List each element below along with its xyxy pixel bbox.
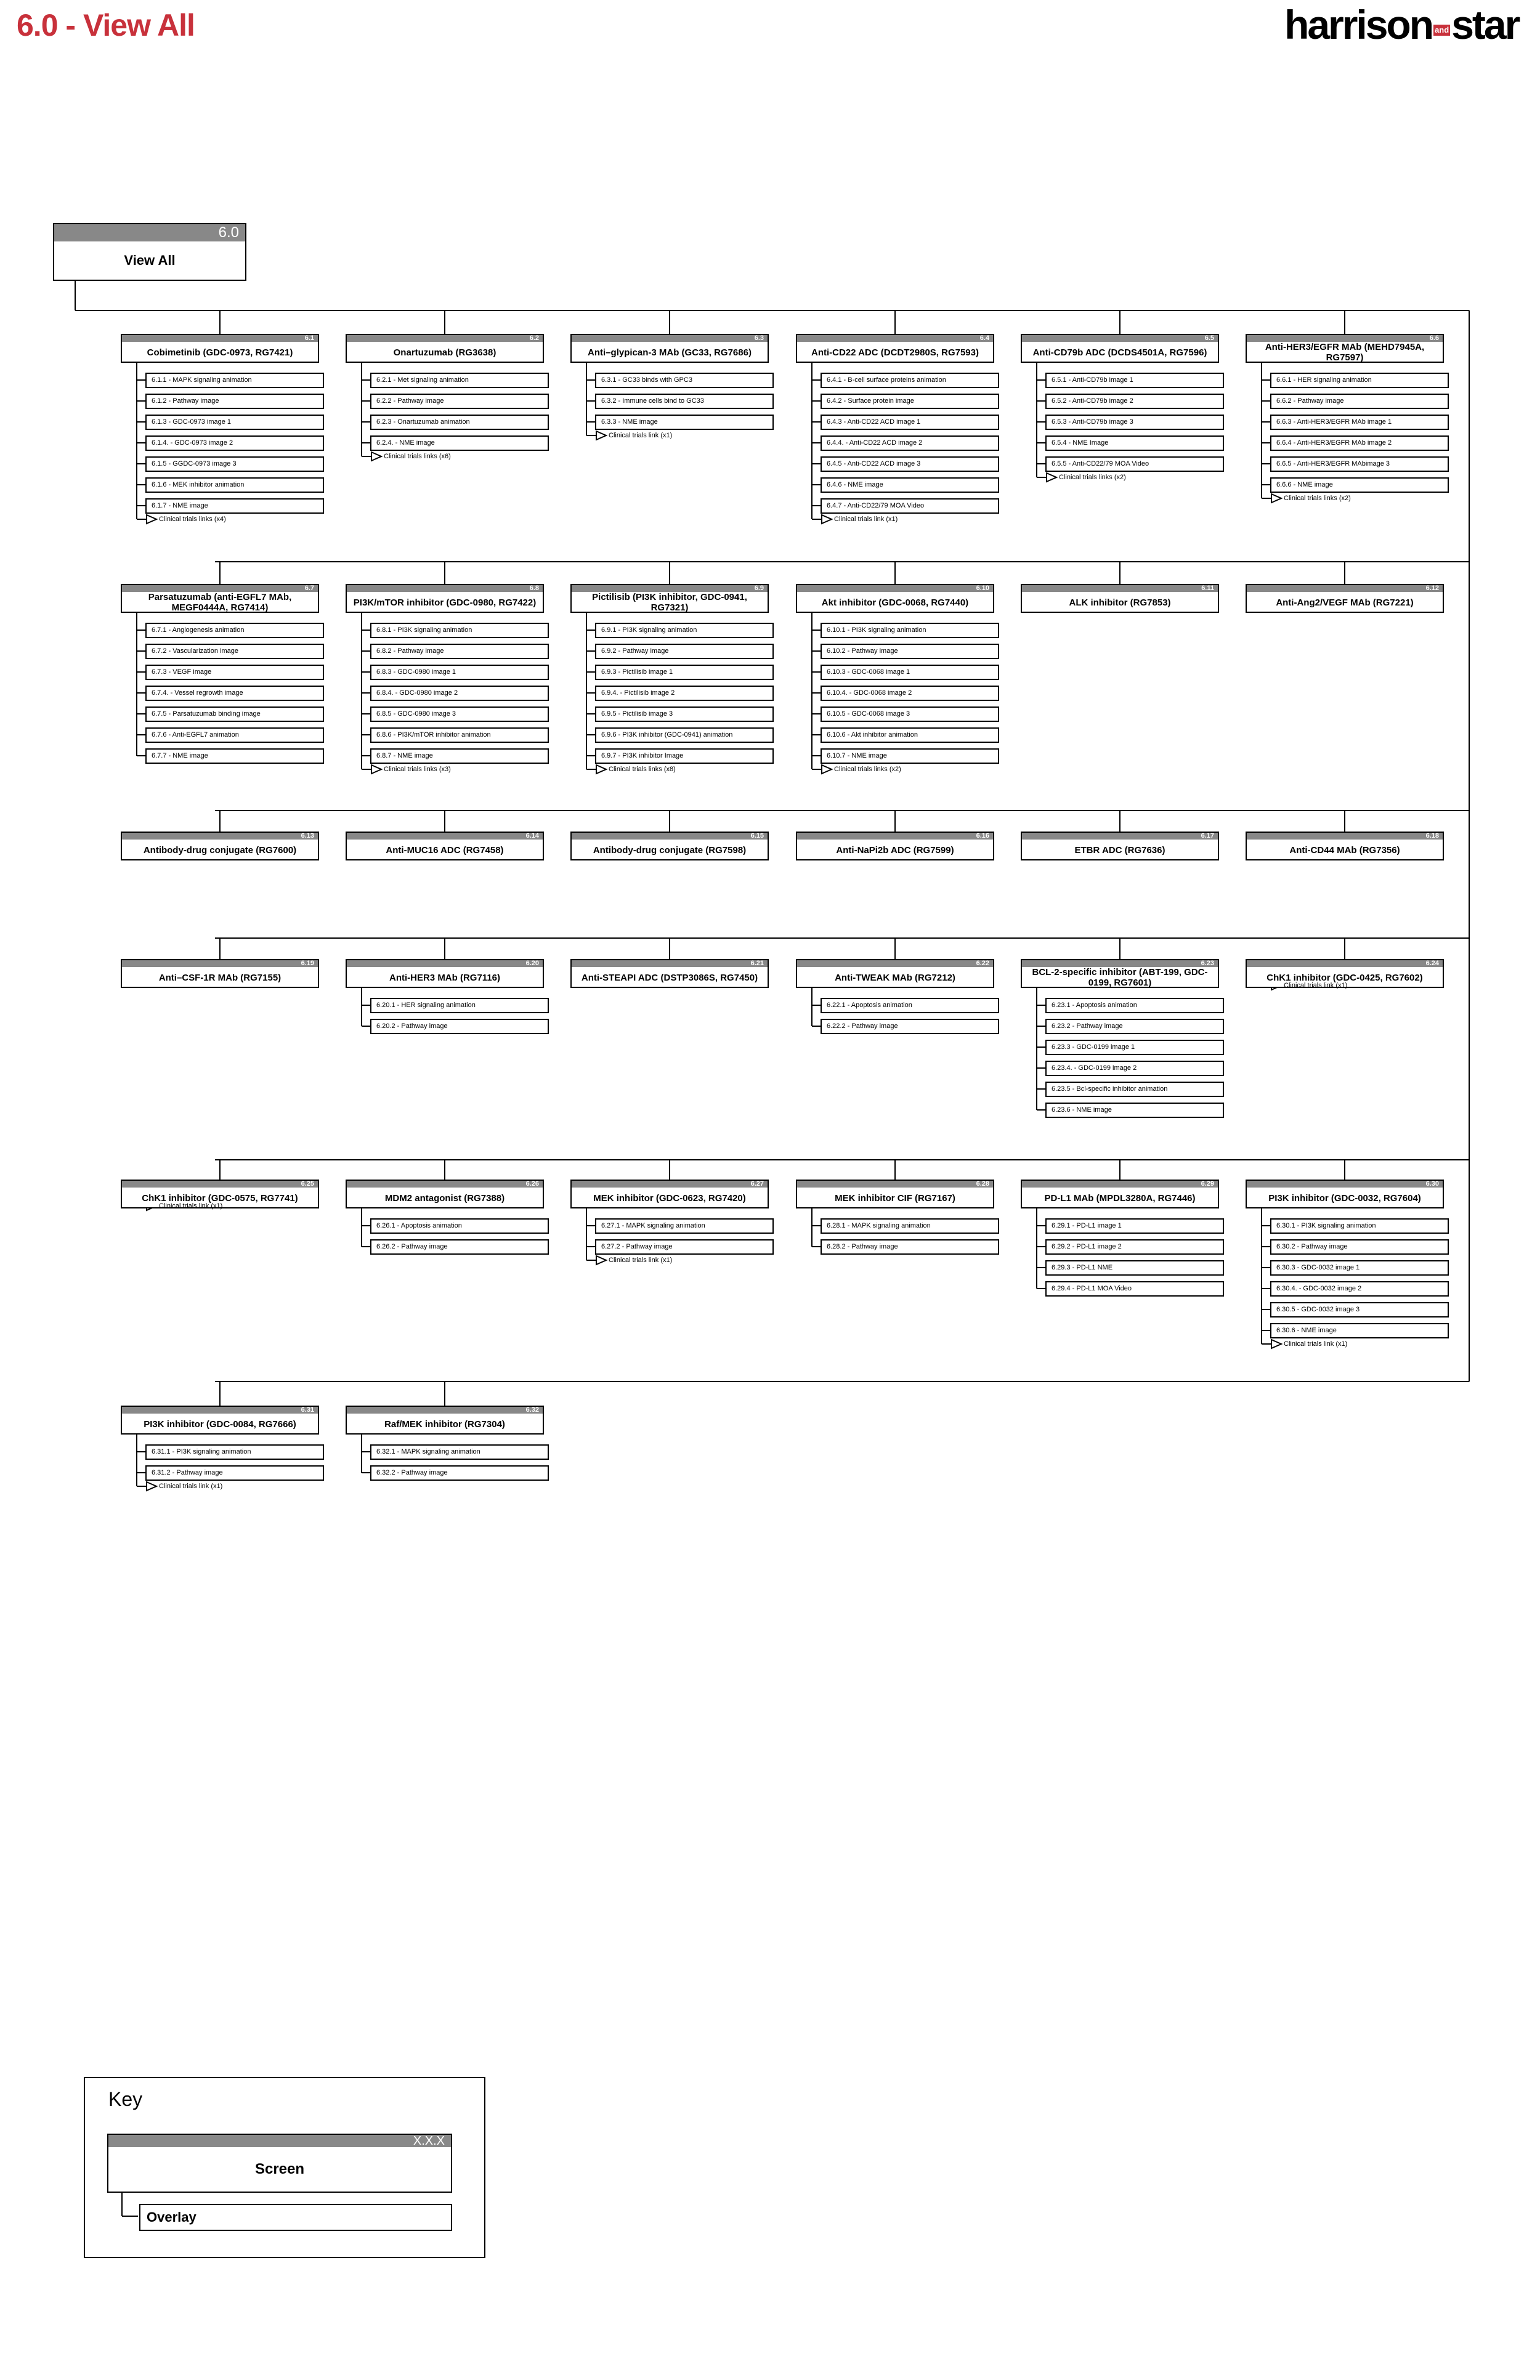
overlay-item[interactable]: 6.3.2 - Immune cells bind to GC33: [595, 394, 774, 409]
screen-node-id: 6.9: [572, 585, 768, 592]
screen-node[interactable]: [1246, 334, 1444, 363]
screen-node-title: ETBR ADC (RG7636): [1074, 844, 1165, 856]
screen-node[interactable]: [796, 832, 994, 860]
clinical-trials-link[interactable]: Clinical trials link (x1): [609, 1257, 673, 1264]
overlay-item[interactable]: 6.9.6 - PI3K inhibitor (GDC-0941) animation: [595, 727, 774, 743]
page-title: 6.0 - View All: [17, 8, 195, 42]
screen-node-id: 6.31: [122, 1407, 318, 1414]
clinical-trials-link[interactable]: Clinical trials link (x1): [1284, 1340, 1348, 1348]
screen-node[interactable]: [1021, 959, 1219, 988]
overlay-item[interactable]: 6.28.1 - MAPK signaling animation: [821, 1218, 999, 1234]
key-screen-id: X.X.X: [108, 2135, 451, 2147]
overlay-item[interactable]: 6.4.6 - NME image: [821, 477, 999, 493]
screen-node-id: 6.26: [347, 1181, 543, 1188]
overlay-item[interactable]: 6.4.3 - Anti-CD22 ACD image 1: [821, 415, 999, 430]
screen-node[interactable]: [121, 1406, 319, 1435]
screen-node-id: 6.4: [797, 335, 993, 342]
clinical-trials-link[interactable]: Clinical trials links (x4): [159, 516, 226, 523]
screen-node[interactable]: [796, 584, 994, 613]
arrow-icon: [596, 765, 606, 774]
screen-node-title: PI3K/mTOR inhibitor (GDC-0980, RG7422): [353, 597, 537, 608]
overlay-item[interactable]: 6.7.7 - NME image: [145, 748, 324, 764]
legend-key: [84, 2077, 485, 2258]
overlay-item[interactable]: 6.31.1 - PI3K signaling animation: [145, 1444, 324, 1460]
overlay-item[interactable]: 6.9.3 - Pictilisib image 1: [595, 665, 774, 680]
overlay-item[interactable]: 6.5.4 - NME Image: [1045, 435, 1224, 451]
overlay-item[interactable]: 6.23.4. - GDC-0199 image 2: [1045, 1061, 1224, 1076]
overlay-item[interactable]: 6.29.1 - PD-L1 image 1: [1045, 1218, 1224, 1234]
arrow-icon: [1271, 1340, 1281, 1348]
screen-node[interactable]: [570, 334, 769, 363]
screen-node-title: Anti-HER3 MAb (RG7116): [389, 972, 501, 983]
overlay-item[interactable]: 6.10.6 - Akt inhibitor animation: [821, 727, 999, 743]
screen-node-id: 6.11: [1022, 585, 1218, 592]
overlay-item[interactable]: 6.30.3 - GDC-0032 image 1: [1270, 1260, 1449, 1276]
overlay-item[interactable]: 6.4.4. - Anti-CD22 ACD image 2: [821, 435, 999, 451]
screen-node-id: 6.24: [1247, 960, 1443, 967]
screen-node-id: 6.7: [122, 585, 318, 592]
screen-node-id: 6.27: [572, 1181, 768, 1188]
overlay-item[interactable]: 6.8.5 - GDC-0980 image 3: [370, 706, 549, 722]
clinical-trials-link[interactable]: Clinical trials links (x2): [1059, 474, 1126, 481]
screen-node[interactable]: [346, 832, 544, 860]
screen-node-id: 6.29: [1022, 1181, 1218, 1188]
screen-node[interactable]: [796, 334, 994, 363]
screen-node-id: 6.30: [1247, 1181, 1443, 1188]
overlay-item[interactable]: 6.7.6 - Anti-EGFL7 animation: [145, 727, 324, 743]
screen-node-title: PI3K inhibitor (GDC-0032, RG7604): [1268, 1192, 1421, 1204]
screen-node[interactable]: [121, 832, 319, 860]
overlay-item[interactable]: 6.6.3 - Anti-HER3/EGFR MAb image 1: [1270, 415, 1449, 430]
screen-node[interactable]: [121, 584, 319, 613]
screen-node-id: 6.32: [347, 1407, 543, 1414]
overlay-item[interactable]: 6.9.7 - PI3K inhibitor Image: [595, 748, 774, 764]
overlay-item[interactable]: 6.30.1 - PI3K signaling animation: [1270, 1218, 1449, 1234]
overlay-item[interactable]: 6.10.2 - Pathway image: [821, 644, 999, 659]
overlay-item[interactable]: 6.2.4. - NME image: [370, 435, 549, 451]
screen-node-id: 6.25: [122, 1181, 318, 1188]
overlay-item[interactable]: 6.8.4. - GDC-0980 image 2: [370, 686, 549, 701]
screen-node-title: Anti-CD22 ADC (DCDT2980S, RG7593): [811, 347, 979, 358]
screen-node-title: Anti-HER3/EGFR MAb (MEHD7945A, RG7597): [1265, 342, 1425, 363]
screen-node-title: Akt inhibitor (GDC-0068, RG7440): [821, 597, 969, 608]
overlay-item[interactable]: 6.1.3 - GDC-0973 image 1: [145, 415, 324, 430]
overlay-item[interactable]: 6.10.5 - GDC-0068 image 3: [821, 706, 999, 722]
arrow-icon: [822, 765, 832, 774]
screen-node-id: 6.8: [347, 585, 543, 592]
screen-node-title: Cobimetinib (GDC-0973, RG7421): [147, 347, 293, 358]
overlay-item[interactable]: 6.22.2 - Pathway image: [821, 1019, 999, 1034]
arrow-icon: [371, 452, 381, 461]
screen-node[interactable]: [570, 1180, 769, 1208]
overlay-item[interactable]: 6.4.7 - Anti-CD22/79 MOA Video: [821, 498, 999, 514]
overlay-item[interactable]: 6.20.1 - HER signaling animation: [370, 998, 549, 1013]
screen-node-title: Pictilisib (PI3K inhibitor, GDC-0941, RG7321): [592, 592, 747, 613]
screen-node[interactable]: [346, 959, 544, 988]
overlay-item[interactable]: 6.30.2 - Pathway image: [1270, 1239, 1449, 1255]
root-screen-view-all[interactable]: [53, 223, 246, 281]
screen-node-id: 6.12: [1247, 585, 1443, 592]
screen-node[interactable]: [1246, 584, 1444, 613]
screen-node[interactable]: [346, 334, 544, 363]
overlay-item[interactable]: 6.27.1 - MAPK signaling animation: [595, 1218, 774, 1234]
overlay-item[interactable]: 6.1.6 - MEK inhibitor animation: [145, 477, 324, 493]
overlay-item[interactable]: 6.9.5 - Pictilisib image 3: [595, 706, 774, 722]
overlay-item[interactable]: 6.31.2 - Pathway image: [145, 1465, 324, 1481]
overlay-item[interactable]: 6.1.2 - Pathway image: [145, 394, 324, 409]
screen-node[interactable]: [346, 584, 544, 613]
screen-node-title: ChK1 inhibitor (GDC-0425, RG7602): [1266, 972, 1423, 983]
overlay-item[interactable]: 6.26.2 - Pathway image: [370, 1239, 549, 1255]
overlay-item[interactable]: 6.5.1 - Anti-CD79b image 1: [1045, 373, 1224, 388]
screen-node[interactable]: [121, 334, 319, 363]
overlay-item[interactable]: 6.10.3 - GDC-0068 image 1: [821, 665, 999, 680]
overlay-item[interactable]: 6.6.2 - Pathway image: [1270, 394, 1449, 409]
overlay-item[interactable]: 6.20.2 - Pathway image: [370, 1019, 549, 1034]
overlay-item[interactable]: 6.30.4. - GDC-0032 image 2: [1270, 1281, 1449, 1297]
screen-node-id: 6.14: [347, 833, 543, 840]
screen-node-id: 6.6: [1247, 335, 1443, 342]
screen-node-title: ChK1 inhibitor (GDC-0575, RG7741): [142, 1192, 298, 1204]
overlay-item[interactable]: 6.3.3 - NME image: [595, 415, 774, 430]
overlay-item[interactable]: 6.29.2 - PD-L1 image 2: [1045, 1239, 1224, 1255]
screen-node-id: 6.2: [347, 335, 543, 342]
screen-node-id: 6.16: [797, 833, 993, 840]
clinical-trials-link[interactable]: Clinical trials links (x2): [1284, 495, 1351, 502]
clinical-trials-link[interactable]: Clinical trials link (x1): [159, 1202, 223, 1210]
clinical-trials-link[interactable]: Clinical trials link (x1): [834, 516, 898, 523]
screen-node-title: ALK inhibitor (RG7853): [1069, 597, 1171, 608]
overlay-item[interactable]: 6.1.7 - NME image: [145, 498, 324, 514]
screen-node-title: MEK inhibitor CIF (RG7167): [835, 1192, 955, 1204]
overlay-item[interactable]: 6.7.2 - Vascularization image: [145, 644, 324, 659]
screen-node-title: PD-L1 MAb (MPDL3280A, RG7446): [1044, 1192, 1196, 1204]
overlay-item[interactable]: 6.8.7 - NME image: [370, 748, 549, 764]
logo-text-and: and: [1435, 25, 1449, 34]
screen-node[interactable]: [796, 959, 994, 988]
logo-text-star: star: [1451, 2, 1519, 47]
screen-node[interactable]: [570, 959, 769, 988]
screen-node[interactable]: [346, 1406, 544, 1435]
arrow-icon: [822, 515, 832, 524]
overlay-item[interactable]: 6.23.1 - Apoptosis animation: [1045, 998, 1224, 1013]
screen-node-title: Onartuzumab (RG3638): [393, 347, 496, 358]
screen-node-title: Antibody-drug conjugate (RG7598): [593, 844, 747, 856]
overlay-item[interactable]: 6.23.3 - GDC-0199 image 1: [1045, 1040, 1224, 1055]
clinical-trials-link[interactable]: Clinical trials link (x1): [1284, 982, 1348, 989]
arrow-icon: [147, 1482, 156, 1491]
key-screen-label: Screen: [254, 2161, 305, 2177]
overlay-item[interactable]: 6.6.5 - Anti-HER3/EGFR MAbimage 3: [1270, 456, 1449, 472]
overlay-item[interactable]: 6.26.1 - Apoptosis animation: [370, 1218, 549, 1234]
overlay-item[interactable]: 6.10.7 - NME image: [821, 748, 999, 764]
overlay-item[interactable]: 6.4.2 - Surface protein image: [821, 394, 999, 409]
overlay-item[interactable]: 6.7.5 - Parsatuzumab binding image: [145, 706, 324, 722]
overlay-item[interactable]: 6.2.1 - Met signaling animation: [370, 373, 549, 388]
overlay-item[interactable]: 6.8.6 - PI3K/mTOR inhibitor animation: [370, 727, 549, 743]
overlay-item[interactable]: 6.29.3 - PD-L1 NME: [1045, 1260, 1224, 1276]
overlay-item[interactable]: 6.2.3 - Onartuzumab animation: [370, 415, 549, 430]
screen-node-id: 6.28: [797, 1181, 993, 1188]
overlay-item[interactable]: 6.2.2 - Pathway image: [370, 394, 549, 409]
overlay-item[interactable]: 6.32.2 - Pathway image: [370, 1465, 549, 1481]
overlay-item[interactable]: 6.30.5 - GDC-0032 image 3: [1270, 1302, 1449, 1318]
overlay-item[interactable]: 6.28.2 - Pathway image: [821, 1239, 999, 1255]
screen-node-id: 6.10: [797, 585, 993, 592]
screen-node-id: 6.1: [122, 335, 318, 342]
overlay-item[interactable]: 6.32.1 - MAPK signaling animation: [370, 1444, 549, 1460]
overlay-item[interactable]: 6.8.1 - PI3K signaling animation: [370, 623, 549, 638]
screen-node-title: MDM2 antagonist (RG7388): [384, 1192, 505, 1204]
screen-node-id: 6.18: [1247, 833, 1443, 840]
arrow-icon: [596, 1256, 606, 1265]
screen-node-title: Anti-TWEAK MAb (RG7212): [835, 972, 955, 983]
screen-node-title: Anti-MUC16 ADC (RG7458): [386, 844, 504, 856]
screen-node[interactable]: [1021, 832, 1219, 860]
arrow-icon: [147, 515, 156, 524]
screen-node-id: 6.22: [797, 960, 993, 967]
overlay-item[interactable]: 6.6.4 - Anti-HER3/EGFR MAb image 2: [1270, 435, 1449, 451]
overlay-item[interactable]: 6.9.4. - Pictilisib image 2: [595, 686, 774, 701]
overlay-item[interactable]: 6.23.6 - NME image: [1045, 1103, 1224, 1118]
clinical-trials-link[interactable]: Clinical trials link (x1): [159, 1483, 223, 1490]
overlay-item[interactable]: 6.30.6 - NME image: [1270, 1323, 1449, 1338]
screen-node[interactable]: [1246, 832, 1444, 860]
screen-node-title: Anti-STEAPI ADC (DSTP3086S, RG7450): [581, 972, 758, 983]
screen-node-id: 6.23: [1022, 960, 1218, 967]
overlay-item[interactable]: 6.27.2 - Pathway image: [595, 1239, 774, 1255]
key-title: Key: [108, 2088, 143, 2110]
screen-node-title: Raf/MEK inhibitor (RG7304): [384, 1419, 505, 1430]
arrow-icon: [371, 765, 381, 774]
overlay-item[interactable]: 6.1.5 - GGDC-0973 image 3: [145, 456, 324, 472]
screen-node-title: BCL-2-specific inhibitor (ABT-199, GDC-0199, RG7601): [1032, 967, 1208, 988]
screen-node-title: Anti–glypican-3 MAb (GC33, RG7686): [588, 347, 752, 358]
screen-node-id: 6.21: [572, 960, 768, 967]
screen-node[interactable]: [346, 1180, 544, 1208]
overlay-item[interactable]: 6.8.2 - Pathway image: [370, 644, 549, 659]
overlay-item[interactable]: 6.6.6 - NME image: [1270, 477, 1449, 493]
overlay-item[interactable]: 6.1.4. - GDC-0973 image 2: [145, 435, 324, 451]
screen-node-title: Anti-NaPi2b ADC (RG7599): [836, 844, 954, 856]
overlay-item[interactable]: 6.3.1 - GC33 binds with GPC3: [595, 373, 774, 388]
screen-node-id: 6.20: [347, 960, 543, 967]
arrow-icon: [596, 431, 606, 440]
clinical-trials-link[interactable]: Clinical trials links (x2): [834, 766, 901, 773]
logo-text-harrison: harrison: [1284, 2, 1433, 47]
screen-node[interactable]: [570, 584, 769, 613]
screen-node-id: 6.13: [122, 833, 318, 840]
screen-node[interactable]: [570, 832, 769, 860]
screen-node[interactable]: [1021, 584, 1219, 613]
key-screen-sample: [107, 2134, 452, 2193]
clinical-trials-link[interactable]: Clinical trials links (x6): [384, 453, 451, 460]
screen-node-title: Anti-Ang2/VEGF MAb (RG7221): [1276, 597, 1414, 608]
screen-node-title: Antibody-drug conjugate (RG7600): [143, 844, 297, 856]
screen-node[interactable]: [1021, 334, 1219, 363]
screen-node-title: Anti-CD79b ADC (DCDS4501A, RG7596): [1032, 347, 1207, 358]
overlay-item[interactable]: 6.7.4. - Vessel regrowth image: [145, 686, 324, 701]
screen-node-id: 6.5: [1022, 335, 1218, 342]
root-screen-id: 6.0: [54, 224, 245, 241]
overlay-item[interactable]: 6.7.1 - Angiogenesis animation: [145, 623, 324, 638]
overlay-item[interactable]: 6.8.3 - GDC-0980 image 1: [370, 665, 549, 680]
overlay-item[interactable]: 6.9.1 - PI3K signaling animation: [595, 623, 774, 638]
overlay-item[interactable]: 6.9.2 - Pathway image: [595, 644, 774, 659]
screen-node-title: MEK inhibitor (GDC-0623, RG7420): [593, 1192, 746, 1204]
clinical-trials-link[interactable]: Clinical trials links (x3): [384, 766, 451, 773]
screen-node-title: Anti–CSF-1R MAb (RG7155): [158, 972, 282, 983]
overlay-item[interactable]: 6.10.4. - GDC-0068 image 2: [821, 686, 999, 701]
screen-node[interactable]: [796, 1180, 994, 1208]
screen-node-id: 6.3: [572, 335, 768, 342]
clinical-trials-link[interactable]: Clinical trials link (x1): [609, 432, 673, 439]
arrow-icon: [1271, 494, 1281, 503]
overlay-item[interactable]: 6.6.1 - HER signaling animation: [1270, 373, 1449, 388]
screen-node-title: PI3K inhibitor (GDC-0084, RG7666): [144, 1419, 296, 1430]
overlay-item[interactable]: 6.5.3 - Anti-CD79b image 3: [1045, 415, 1224, 430]
screen-node[interactable]: [1021, 1180, 1219, 1208]
overlay-item[interactable]: 6.5.2 - Anti-CD79b image 2: [1045, 394, 1224, 409]
screen-node-id: 6.17: [1022, 833, 1218, 840]
arrow-icon: [1047, 473, 1056, 482]
screen-node-title: Parsatuzumab (anti-EGFL7 MAb, MEGF0444A, RG7414): [148, 592, 292, 613]
overlay-item[interactable]: 6.4.1 - B-cell surface proteins animation: [821, 373, 999, 388]
overlay-item[interactable]: 6.23.2 - Pathway image: [1045, 1019, 1224, 1034]
key-overlay-sample: Overlay: [139, 2204, 452, 2231]
overlay-item[interactable]: 6.23.5 - Bcl-specific inhibitor animation: [1045, 1082, 1224, 1097]
root-screen-title: View All: [124, 253, 176, 268]
screen-node-id: 6.19: [122, 960, 318, 967]
overlay-item[interactable]: 6.10.1 - PI3K signaling animation: [821, 623, 999, 638]
screen-node[interactable]: [121, 959, 319, 988]
overlay-item[interactable]: 6.29.4 - PD-L1 MOA Video: [1045, 1281, 1224, 1297]
overlay-item[interactable]: 6.4.5 - Anti-CD22 ACD image 3: [821, 456, 999, 472]
overlay-item[interactable]: 6.1.1 - MAPK signaling animation: [145, 373, 324, 388]
overlay-item[interactable]: 6.5.5 - Anti-CD22/79 MOA Video: [1045, 456, 1224, 472]
overlay-item[interactable]: 6.22.1 - Apoptosis animation: [821, 998, 999, 1013]
overlay-item[interactable]: 6.7.3 - VEGF image: [145, 665, 324, 680]
screen-node[interactable]: [1246, 1180, 1444, 1208]
screen-node-title: Anti-CD44 MAb (RG7356): [1289, 844, 1400, 856]
clinical-trials-link[interactable]: Clinical trials links (x8): [609, 766, 676, 773]
screen-node-id: 6.15: [572, 833, 768, 840]
